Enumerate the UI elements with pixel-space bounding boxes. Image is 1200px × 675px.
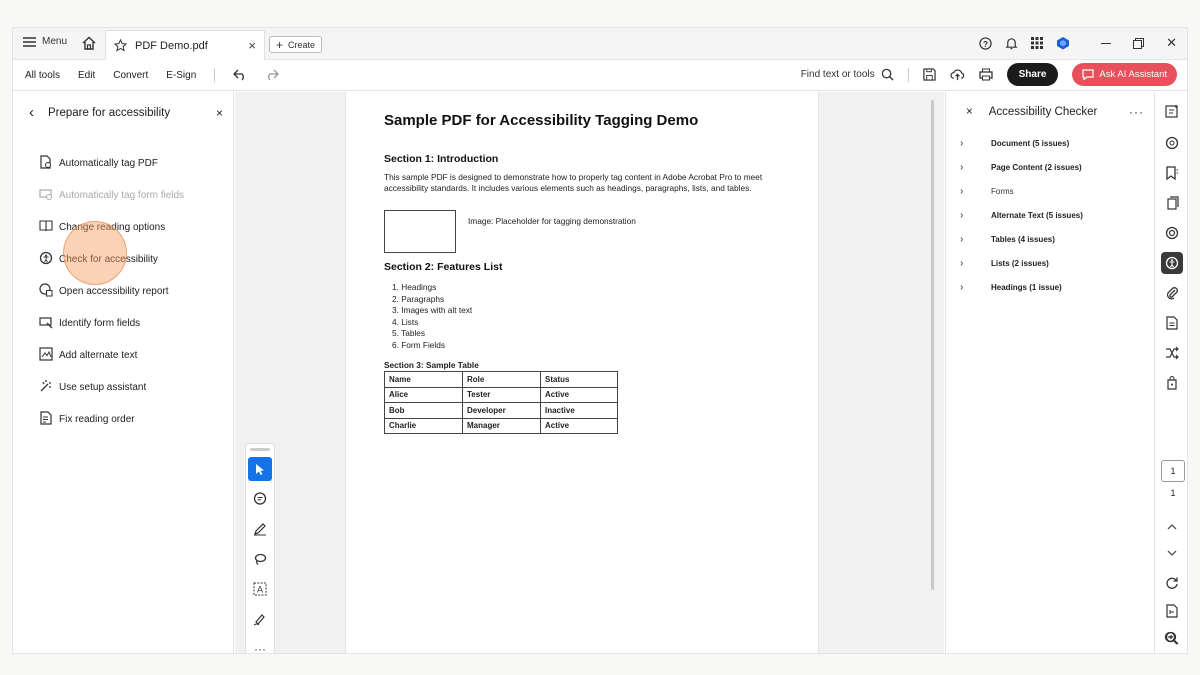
list-item: 6. Form Fields	[392, 339, 446, 350]
acrobat-window	[12, 27, 1188, 654]
checker-category[interactable]	[960, 251, 1083, 275]
accessibility-checker-panel	[945, 92, 1153, 654]
pen-icon	[253, 522, 267, 536]
table-row	[385, 403, 618, 419]
tool-item-label: Change reading options	[59, 221, 166, 233]
redo-icon[interactable]	[265, 69, 279, 81]
previous-page-icon[interactable]	[1161, 516, 1183, 538]
sign-tool[interactable]	[248, 607, 272, 631]
table-cell: Active	[541, 387, 618, 403]
copilot-comment-icon[interactable]	[1161, 132, 1183, 154]
search-icon[interactable]	[881, 68, 894, 81]
table-cell: Manager	[463, 418, 541, 434]
chevron-right-icon[interactable]: ›	[960, 137, 964, 149]
reading-order-icon	[39, 411, 53, 428]
right-icon-rail	[1154, 92, 1188, 654]
svg-text:?: ?	[983, 38, 989, 49]
text-box-icon	[253, 582, 267, 596]
checker-header	[966, 105, 1144, 119]
chevron-right-icon[interactable]: ›	[960, 209, 964, 221]
main-toolbar	[13, 60, 1187, 91]
table-cell: Role	[463, 372, 541, 388]
panel-close-button[interactable]: ×	[215, 105, 223, 120]
toolbar-divider	[908, 68, 909, 82]
hamburger-icon	[23, 37, 36, 47]
ask-ai-label: Ask AI Assistant	[1099, 69, 1167, 80]
checker-category-label: Document (5 issues)	[991, 138, 1070, 148]
table-row	[385, 418, 618, 434]
section-heading: Section 2: Features List	[384, 261, 503, 273]
find-text-label[interactable]: Find text or tools	[800, 69, 875, 80]
generative-summary-icon[interactable]	[1161, 100, 1183, 122]
tool-item-label: Fix reading order	[59, 413, 135, 425]
tool-item-label: Add alternate text	[59, 349, 138, 361]
lasso-icon	[253, 552, 267, 566]
image-caption: Image: Placeholder for tagging demonstration	[468, 216, 636, 226]
compare-icon[interactable]	[1161, 342, 1183, 364]
table-cell: Inactive	[541, 403, 618, 419]
svg-text:A: A	[256, 584, 264, 595]
save-icon[interactable]	[923, 68, 936, 81]
page-total: 1	[1170, 488, 1176, 498]
text-box-tool[interactable]	[248, 577, 272, 601]
edit-button[interactable]: Edit	[78, 69, 96, 81]
bookmark-icon[interactable]	[1161, 162, 1183, 184]
tool-item-label: Check for accessibility	[59, 253, 158, 265]
account-avatar-icon[interactable]	[1056, 36, 1070, 50]
home-button[interactable]	[81, 35, 97, 56]
section-heading: Section 1: Introduction	[384, 153, 499, 165]
table-cell: Charlie	[385, 418, 463, 434]
cursor-arrow-icon	[254, 463, 266, 476]
accessibility-icon[interactable]	[1161, 252, 1183, 274]
table-row	[385, 372, 618, 388]
layers-icon[interactable]	[1161, 222, 1183, 244]
checker-category[interactable]	[960, 203, 1083, 227]
tool-item-label: Identify form fields	[59, 317, 141, 329]
document-tab[interactable]	[105, 30, 265, 60]
accessibility-check-icon	[39, 251, 53, 268]
signature-pen-icon	[253, 612, 267, 626]
document-title: Sample PDF for Accessibility Tagging Demo	[384, 112, 699, 129]
checker-more-button[interactable]: ···	[1129, 105, 1144, 119]
tool-item[interactable]	[39, 275, 184, 307]
tool-item[interactable]	[39, 339, 184, 371]
vertical-scrollbar[interactable]	[931, 100, 934, 590]
section-heading: Section 3: Sample Table	[384, 360, 479, 370]
ask-ai-assistant-button[interactable]	[1072, 63, 1177, 86]
list-item: 3. Images with alt text	[392, 305, 473, 316]
tool-item-label: Open accessibility report	[59, 285, 169, 297]
share-button[interactable]: Share	[1007, 63, 1059, 86]
chevron-right-icon[interactable]: ›	[960, 281, 964, 293]
protect-icon[interactable]	[1161, 372, 1183, 394]
table-cell: Active	[541, 418, 618, 434]
setup-assistant-icon	[39, 379, 53, 396]
reading-options-icon	[39, 219, 53, 236]
checker-category-label: Alternate Text (5 issues)	[991, 210, 1083, 220]
sample-table	[384, 371, 618, 434]
convert-button[interactable]: Convert	[113, 69, 149, 81]
close-window-icon[interactable]: ✕	[1166, 35, 1177, 50]
draw-tool[interactable]	[248, 517, 272, 541]
star-icon[interactable]	[114, 39, 127, 52]
list-item: 2. Paragraphs	[392, 293, 445, 304]
checker-category[interactable]	[960, 227, 1083, 251]
checker-category-label: Lists (2 issues)	[991, 258, 1049, 268]
tool-item[interactable]	[39, 179, 184, 211]
table-cell: Developer	[463, 403, 541, 419]
table-cell: Bob	[385, 403, 463, 419]
pdf-page[interactable]	[345, 92, 819, 654]
checker-category[interactable]	[960, 155, 1083, 179]
list-item: 5. Tables	[392, 328, 426, 339]
menu-button[interactable]	[23, 36, 67, 47]
checker-close-button[interactable]: ×	[966, 106, 973, 118]
pages-icon[interactable]	[1161, 192, 1183, 214]
drag-handle[interactable]	[250, 448, 270, 451]
form-fields-icon	[39, 315, 53, 332]
checker-category[interactable]	[960, 275, 1083, 299]
tag-form-fields-icon	[39, 187, 53, 204]
minimize-icon[interactable]	[1101, 43, 1111, 44]
tab-close-button[interactable]: ×	[248, 38, 256, 53]
checker-category-label: Headings (1 issue)	[991, 282, 1062, 292]
panel-title: Prepare for accessibility	[48, 106, 171, 119]
plus-icon: +	[276, 37, 284, 52]
print-icon[interactable]	[979, 68, 993, 81]
create-label: Create	[288, 39, 316, 50]
checker-title: Accessibility Checker	[988, 106, 1098, 118]
bell-icon[interactable]	[1005, 36, 1018, 50]
apps-grid-icon[interactable]	[1031, 37, 1043, 49]
menu-label: Menu	[42, 36, 68, 47]
attachment-icon[interactable]	[1161, 282, 1183, 304]
image-placeholder	[384, 210, 456, 253]
back-chevron-icon[interactable]: ‹	[29, 104, 34, 121]
ai-assistant-icon	[1082, 69, 1094, 80]
window-controls	[1101, 35, 1177, 51]
tag-pdf-icon	[39, 155, 53, 172]
tool-item-label: Use setup assistant	[59, 381, 147, 393]
page-number-input[interactable]: 1	[1161, 460, 1185, 482]
zoom-out-icon[interactable]	[1164, 631, 1178, 645]
chevron-right-icon[interactable]: ›	[960, 257, 964, 269]
chevron-right-icon[interactable]: ›	[960, 185, 964, 197]
tool-item[interactable]	[39, 147, 184, 179]
alt-text-icon	[39, 347, 53, 364]
accessibility-report-icon	[39, 283, 53, 300]
list-item: 1. Headings	[392, 282, 437, 292]
tool-item[interactable]	[39, 211, 184, 243]
checker-category-label: Page Content (2 issues)	[991, 162, 1082, 172]
chevron-right-icon[interactable]: ›	[960, 233, 964, 245]
table-row	[385, 387, 618, 403]
comment-tool[interactable]	[248, 487, 272, 511]
tool-item[interactable]	[39, 403, 184, 435]
quick-tools-bar	[245, 443, 275, 654]
all-tools-button[interactable]: All tools	[25, 69, 61, 81]
help-icon[interactable]	[979, 37, 992, 50]
select-tool[interactable]	[248, 457, 272, 481]
tool-item[interactable]	[39, 371, 184, 403]
checker-category[interactable]	[960, 131, 1083, 155]
tool-item-label: Automatically tag form fields	[59, 189, 185, 201]
tool-item[interactable]	[39, 307, 184, 339]
intro-paragraph: This sample PDF is designed to demonstrate how to properly tag content in Adobe Acrobat Pro to meet accessibility standards. It includes various elements such as headings, paragraphs, lists, and tables.	[384, 172, 763, 193]
document-canvas[interactable]	[235, 92, 944, 654]
panel-header	[29, 104, 223, 121]
prepare-accessibility-panel	[13, 92, 234, 654]
tool-item-label: Automatically tag PDF	[59, 157, 158, 169]
title-bar	[13, 28, 1187, 60]
fit-page-icon[interactable]	[1161, 600, 1183, 622]
table-cell: Tester	[463, 387, 541, 403]
lasso-tool[interactable]	[248, 547, 272, 571]
list-item: 4. Lists	[392, 316, 419, 327]
table-cell: Alice	[385, 387, 463, 403]
upload-cloud-icon[interactable]	[950, 68, 965, 81]
tab-title: PDF Demo.pdf	[135, 39, 208, 52]
esign-button[interactable]: E-Sign	[166, 69, 197, 81]
toolbar-divider	[214, 68, 215, 82]
checker-category[interactable]	[960, 179, 1083, 203]
rotate-icon[interactable]	[1161, 572, 1183, 594]
tool-item[interactable]	[39, 243, 184, 275]
checker-results-list	[960, 131, 1083, 299]
more-tools-button[interactable]: ···	[254, 642, 266, 654]
accessibility-tools-list	[39, 147, 184, 435]
table-cell: Name	[385, 372, 463, 388]
checker-category-label: Tables (4 issues)	[991, 234, 1055, 244]
undo-icon[interactable]	[233, 69, 247, 81]
home-icon	[81, 35, 97, 51]
table-cell: Status	[541, 372, 618, 388]
restore-icon[interactable]	[1133, 38, 1144, 49]
titlebar-icons	[979, 35, 1177, 51]
create-button[interactable]	[269, 36, 322, 53]
document-properties-icon[interactable]	[1161, 312, 1183, 334]
chevron-right-icon[interactable]: ›	[960, 161, 964, 173]
features-list	[392, 282, 472, 352]
comment-icon	[253, 492, 267, 506]
checker-category-label: Forms	[991, 186, 1014, 196]
next-page-icon[interactable]	[1161, 542, 1183, 564]
